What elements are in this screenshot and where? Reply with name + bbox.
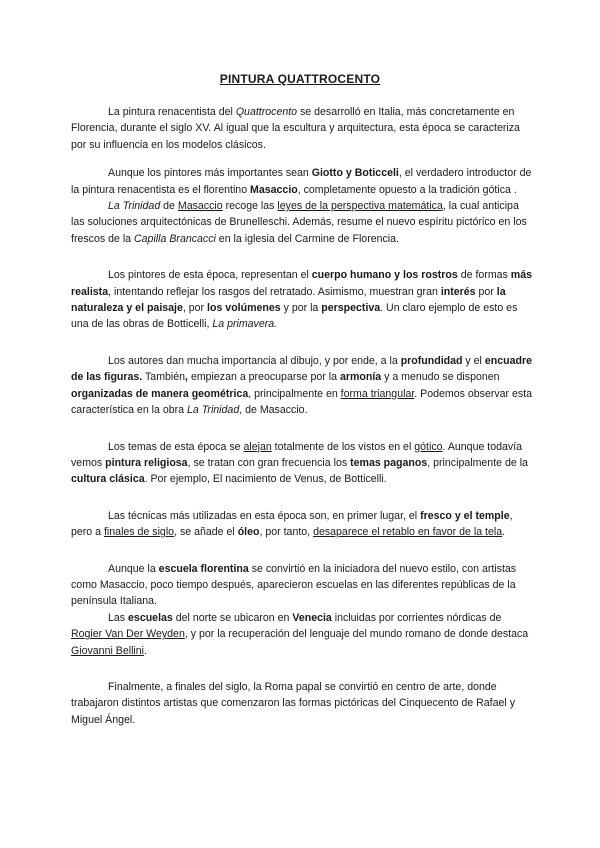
text-run: de formas xyxy=(457,269,511,282)
paragraph xyxy=(71,561,533,610)
text-run: Giotto y Boticceli xyxy=(311,167,399,180)
text-run: gótico xyxy=(414,440,443,453)
text-run: en la iglesia del Carmine de Florencia. xyxy=(215,232,399,245)
text-run: Venecia xyxy=(292,611,332,624)
text-run: y el xyxy=(462,354,485,367)
text-run: . xyxy=(144,644,147,657)
text-run: Rogier Van Der Weyden xyxy=(71,628,185,641)
text-run: , principalmente de la xyxy=(427,456,528,469)
text-run: Los autores dan mucha importancia al dibujo, y por ende, a la xyxy=(108,354,401,367)
text-run: Finalmente, a finales del siglo, la Roma papal se convirtió en centro de arte, donde trabajaron distintos artistas que comenzaron las formas pictóricas del Cinquecento de Rafael y Miguel Ángel. xyxy=(71,680,515,726)
text-run: desaparece el retablo en favor de la tela xyxy=(313,526,503,539)
text-run: , completamente opuesto a la tradición gótica . xyxy=(297,183,517,196)
text-run: , por xyxy=(182,302,208,315)
paragraph xyxy=(71,610,533,659)
text-run: Capilla Brancacci xyxy=(134,232,216,245)
paragraph xyxy=(71,439,533,488)
text-run: armonía xyxy=(339,371,382,384)
text-run: Giovanni Bellini xyxy=(71,644,145,657)
text-run: . Aunque todavía vemos xyxy=(71,440,523,469)
text-run: la naturaleza y el paisaje xyxy=(71,285,506,315)
text-run: Quattrocento xyxy=(235,106,298,118)
text-run: , se añade el xyxy=(174,526,238,539)
text-run: Los pintores de esta época, representan el xyxy=(108,269,312,282)
text-run: del norte se ubicaron en xyxy=(172,611,293,624)
page-title: PINTURA QUATTROCENTO xyxy=(219,72,381,86)
text-run: encuadre de las figuras. xyxy=(71,354,532,384)
text-run: , el verdadero introductor de la pintura renacentista es el florentino xyxy=(71,167,532,196)
text-run: , se tratan con gran frecuencia los xyxy=(187,456,351,469)
paragraph xyxy=(71,165,533,198)
text-run: temas paganos xyxy=(350,456,428,469)
text-run: finales de siglo xyxy=(103,526,175,539)
text-run: alejan xyxy=(243,440,272,453)
text-run: La primavera. xyxy=(212,318,278,331)
text-run: , y por la recuperación del lenguaje del mundo romano de donde destaca xyxy=(184,628,529,641)
text-run: escuelas xyxy=(128,611,173,624)
text-run: , de Masaccio. xyxy=(239,404,308,417)
text-run: se desarrolló en Italia, más concretamente en Florencia, durante el siglo XV. Al igual que la escultura y arquitectura, esta época se caracteriza por su influencia en los modelos clásicos. xyxy=(71,106,520,151)
text-run: más realista xyxy=(71,269,532,298)
paragraph xyxy=(71,353,533,419)
text-run: por xyxy=(475,285,497,298)
text-run: Masaccio xyxy=(177,200,223,213)
text-run: Aunque los pintores más importantes sean xyxy=(108,167,312,180)
text-run: Aunque la xyxy=(108,562,159,575)
document-body xyxy=(71,104,533,728)
text-run: , la cual anticipa las soluciones arquitectónicas de Brunelleschi. Además, resume el nuevo espíritu pictórico en los frescos de la xyxy=(71,200,527,245)
text-run: . Podemos observar esta característica en la obra xyxy=(71,387,533,417)
text-run: empiezan a preocuparse por la xyxy=(188,371,340,384)
text-run: óleo xyxy=(237,526,260,539)
text-run: los volúmenes xyxy=(207,302,281,315)
paragraph xyxy=(71,198,533,247)
text-run: organizadas de manera geométrica xyxy=(71,387,249,400)
text-run: pintura religiosa xyxy=(105,456,188,469)
text-run: También xyxy=(142,371,186,384)
text-run: de xyxy=(160,200,178,213)
text-run: , pero a xyxy=(71,509,513,539)
paragraph xyxy=(71,104,533,153)
paragraph xyxy=(71,508,533,541)
text-run: fresco y el temple xyxy=(420,509,510,522)
text-run: incluidas por corrientes nórdicas de xyxy=(331,611,502,624)
text-run: Masaccio xyxy=(250,183,298,196)
text-run: y por la xyxy=(280,302,322,315)
text-run: cultura clásica xyxy=(71,473,145,486)
text-run: cuerpo humano y los rostros xyxy=(311,269,458,282)
text-run: Los temas de esta época se xyxy=(108,440,244,453)
text-run: . Un claro ejemplo de esto es una de las obras de Botticelli, xyxy=(71,302,518,331)
paragraph xyxy=(71,267,533,333)
text-run: , intentando reflejar los rasgos del retratado. Asimismo, muestran gran xyxy=(108,285,441,298)
text-run: y a menudo se disponen xyxy=(381,371,500,384)
text-run: . Por ejemplo, El nacimiento de Venus, de Botticelli. xyxy=(144,473,387,486)
text-run: La pintura renacentista del xyxy=(108,106,236,118)
text-run: Las xyxy=(108,611,129,624)
text-run: leyes de la perspectiva matemática xyxy=(277,200,443,213)
text-run: profundidad xyxy=(400,354,463,367)
text-run: se convirtió en la iniciadora del nuevo estilo, con artistas como Masaccio, poco tiempo después, aparecieron escuelas en las diferentes repúblicas de la península Italiana. xyxy=(71,562,517,608)
text-run: La Trinidad xyxy=(108,200,161,213)
text-run: La Trinidad xyxy=(187,404,240,417)
text-run: . xyxy=(502,526,506,539)
text-run: escuela florentina xyxy=(158,562,249,575)
text-run: perspectiva xyxy=(321,302,381,315)
text-run: Las técnicas más utilizadas en esta época son, en primer lugar, el xyxy=(108,509,421,522)
text-run: recoge las xyxy=(222,200,278,213)
text-run: , por tanto, xyxy=(259,526,314,539)
text-run: totalmente de los vistos en el xyxy=(271,440,415,453)
text-run: forma triangular xyxy=(340,387,415,400)
text-run: , xyxy=(185,371,188,384)
paragraph xyxy=(71,679,533,728)
text-run: interés xyxy=(440,285,476,298)
text-run: , principalmente en xyxy=(248,387,341,400)
